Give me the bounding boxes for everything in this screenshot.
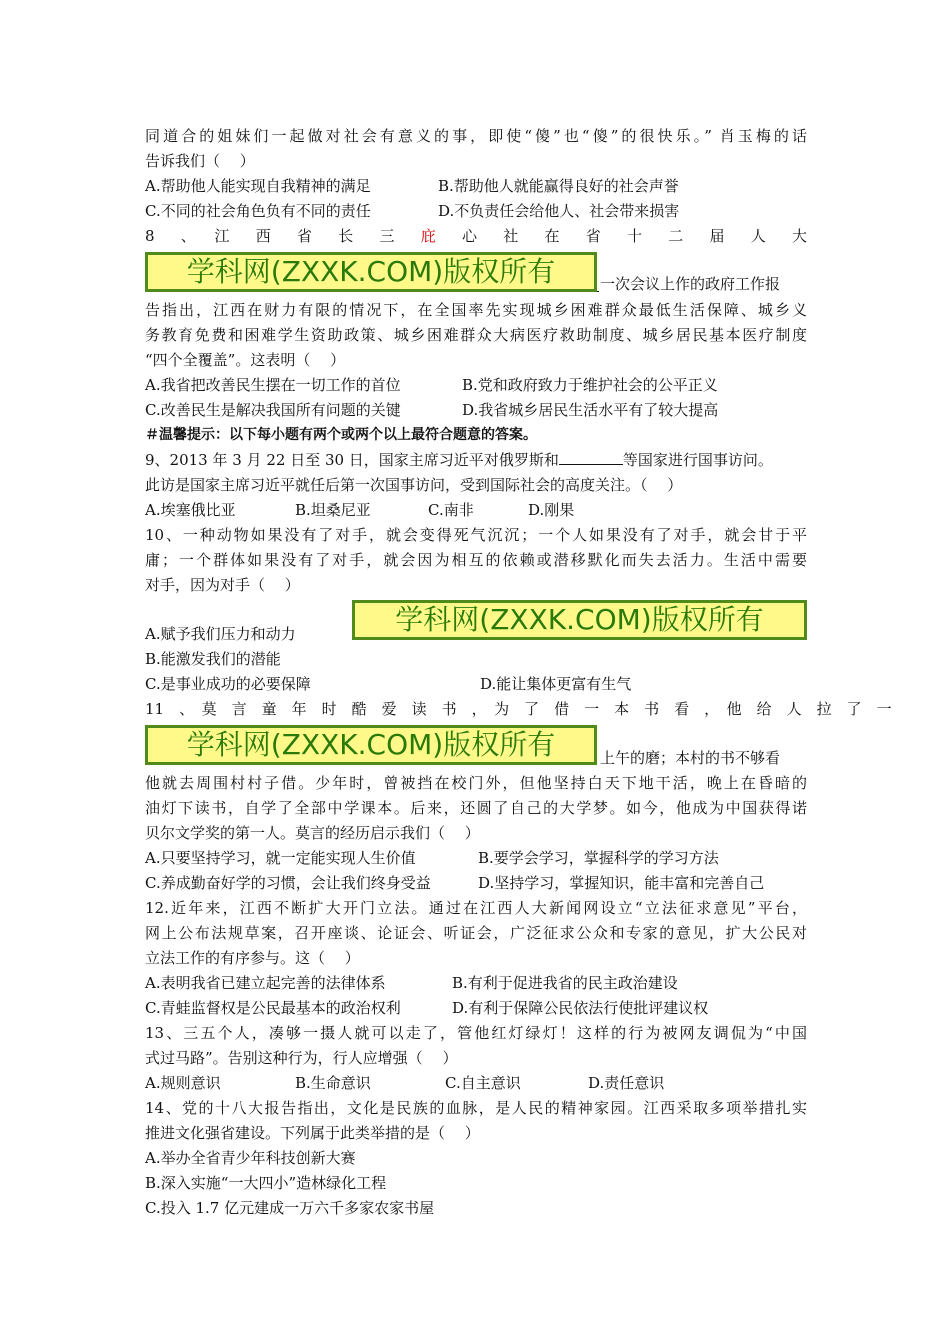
option-d: D.坚持学习，掌握知识，能丰富和完善自己 [478,874,765,892]
option-c: C.改善民生是解决我国所有问题的关键 [145,401,401,419]
text-line: 一次会议上作的政府工作报 [600,275,781,293]
text-line: 13、三五个人，凑够一摄人就可以走了，管他红灯绿灯！这样的行为被网友调侃为“中国 [145,1024,807,1042]
option-a: A.赋予我们压力和动力 [145,625,296,643]
text-line: “四个全覆盖”。这表明（ ） [145,351,346,369]
option-d: D.不负责任会给他人、社会带来损害 [438,202,680,220]
option-a: A.规则意识 [145,1074,221,1092]
option-a: A.表明我省已建立起完善的法律体系 [145,974,386,992]
text-line: 式过马路”。告别这种行为，行人应增强（ ） [145,1049,458,1067]
text-line: 贝尔文学奖的第一人。莫言的经历启示我们（ ） [145,824,480,842]
option-b: B.要学会学习，掌握科学的学习方法 [478,849,719,867]
answer-blank [559,450,623,465]
tip-heading: ＃温馨提示：以下每小题有两个或两个以上最符合题意的答案。 [145,427,537,443]
question-8-head: 8 、 江 西 省 长 三 庇 心 社 在 省 十 二 届 人 大 [145,227,807,245]
red-char: 庇 [420,227,442,245]
option-a: A.埃塞俄比亚 [145,501,236,519]
text-line: 网上公布法规草案，召开座谈、论证会、听证会，广泛征求公众和专家的意见，扩大公民对 [145,924,807,942]
option-b: B.坦桑尼亚 [295,501,371,519]
option-c: C.投入 1.7 亿元建成一万六千多家农家书屋 [145,1199,435,1217]
option-b: B.党和政府致力于维护社会的公平正义 [462,376,718,394]
option-d: D.刚果 [528,501,575,519]
option-b: B.有利于促进我省的民主政治建设 [452,974,678,992]
text-line: 14、党的十八大报告指出，文化是民族的血脉，是人民的精神家园。江西采取多项举措扎实 [145,1099,807,1117]
text-line: 对手，因为对手（ ） [145,576,300,594]
text-line: 此访是国家主席习近平就任后第一次国事访问，受到国际社会的高度关注。（ ） [145,476,683,494]
text-line: 务教育免费和困难学生资助政策、城乡困难群众大病医疗救助制度、城乡居民基本医疗制度 [145,326,807,344]
option-b: B.生命意识 [295,1074,371,1092]
text-line: 推进文化强省建设。下列属于此类举措的是（ ） [145,1124,480,1142]
text-line: 同道合的姐妹们一起做对社会有意义的事，即使“傻”也“傻”的很快乐。” 肖玉梅的话 [145,127,807,145]
option-a: A.帮助他人能实现自我精神的满足 [145,177,371,195]
option-a: A.只要坚持学习，就一定能实现人生价值 [145,849,416,867]
option-d: D.我省城乡居民生活水平有了较大提高 [462,401,719,419]
watermark-banner: 学科网(ZXXK.COM)版权所有 [145,725,597,765]
option-c: C.不同的社会角色负有不同的责任 [145,202,371,220]
question-9-line: 9、2013 年 3 月 22 日至 30 日，国家主席习近平对俄罗斯和 等国家进行国事访问。 [145,451,773,469]
option-d: D.责任意识 [588,1074,665,1092]
text-line: 告指出，江西在财力有限的情况下，在全国率先实现城乡困难群众最低生活保障、城乡义 [145,301,807,319]
watermark-banner: 学科网(ZXXK.COM)版权所有 [352,600,807,640]
text-line: 上午的磨；本村的书不够看 [600,749,781,767]
option-c: C.南非 [428,501,474,519]
text-line: 告诉我们（ ） [145,152,255,170]
text-line: 他就去周围村村子借。少年时，曾被挡在校门外，但他坚持白天下地干活，晚上在昏暗的 [145,774,807,792]
option-d: D.能让集体更富有生气 [480,675,632,693]
option-a: A.我省把改善民生摆在一切工作的首位 [145,376,401,394]
option-c: C.养成勤奋好学的习惯，会让我们终身受益 [145,874,431,892]
option-b: B.帮助他人就能赢得良好的社会声誉 [438,177,679,195]
option-d: D.有利于保障公民依法行使批评建议权 [452,999,709,1017]
text-line: 立法工作的有序参与。这（ ） [145,949,360,967]
text-line: 庸；一个群体如果没有了对手，就会因为相互的依赖或潜移默化而失去活力。生活中需要 [145,551,807,569]
option-c: C.是事业成功的必要保障 [145,675,311,693]
text-line: 10、一种动物如果没有了对手，就会变得死气沉沉；一个人如果没有了对手，就会甘于平 [145,526,807,544]
text-line: 油灯下读书，自学了全部中学课本。后来，还圆了自己的大学梦。如今，他成为中国获得诺 [145,799,807,817]
option-b: B.深入实施“一大四小”造林绿化工程 [145,1174,387,1192]
watermark-banner: 学科网(ZXXK.COM)版权所有 [145,252,597,292]
option-c: C.青蛙监督权是公民最基本的政治权利 [145,999,401,1017]
option-a: A.举办全省青少年科技创新大赛 [145,1149,356,1167]
divider [597,291,599,292]
option-b: B.能激发我们的潜能 [145,650,281,668]
option-c: C.自主意识 [445,1074,521,1092]
question-11-head: 11 、 莫 言 童 年 时 酷 爱 读 书 ， 为 了 借 一 本 书 看 ， 他 给 人 拉 了 一 [145,700,892,718]
text-line: 12.近年来，江西不断扩大开门立法。通过在江西人大新闻网设立“立法征求意见”平台， [145,899,807,917]
